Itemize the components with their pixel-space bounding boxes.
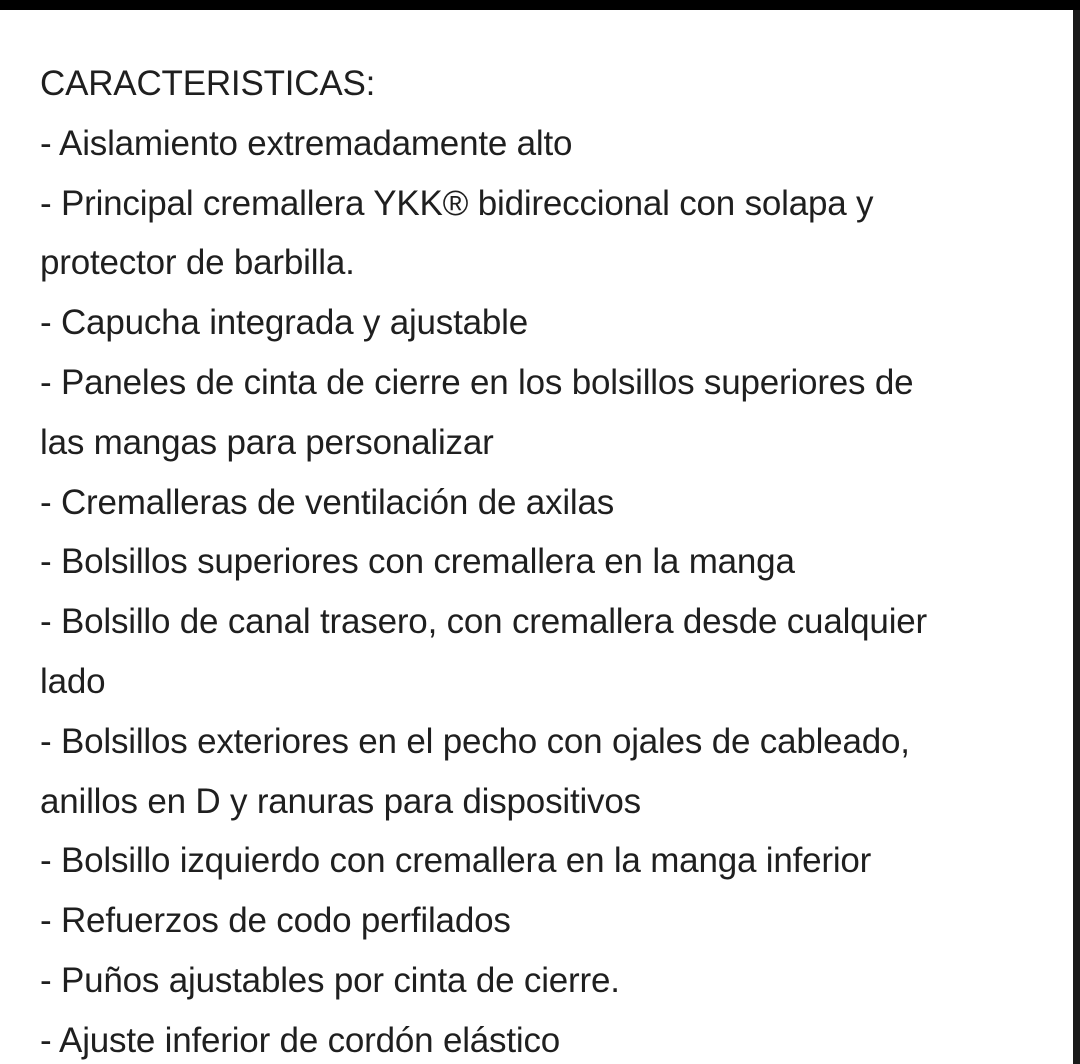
feature-line: las mangas para personalizar	[40, 422, 494, 462]
right-edge	[1073, 10, 1080, 1064]
feature-line: - Cremalleras de ventilación de axilas	[40, 482, 615, 522]
feature-line: - Bolsillos superiores con cremallera en la manga	[40, 542, 795, 582]
feature-line: - Bolsillos exteriores en el pecho con ojales de cableado,	[40, 721, 910, 761]
feature-line: - Refuerzos de codo perfilados	[40, 901, 511, 941]
feature-line: - Bolsillo de canal trasero, con cremallera desde cualquier	[40, 602, 927, 642]
feature-line: - Puños ajustables por cinta de cierre.	[40, 960, 620, 1000]
feature-line: - Paneles de cinta de cierre en los bolsillos superiores de	[40, 362, 914, 402]
text-panel	[0, 10, 1073, 1064]
feature-line: anillos en D y ranuras para dispositivos	[40, 781, 641, 821]
feature-line: - Capucha integrada y ajustable	[40, 303, 529, 343]
feature-line: - Principal cremallera YKK® bidireccional con solapa y	[40, 183, 874, 223]
feature-line: lado	[40, 661, 106, 701]
feature-line: protector de barbilla.	[40, 243, 355, 283]
feature-line: - Bolsillo izquierdo con cremallera en la manga inferior	[40, 841, 872, 881]
features-list	[40, 54, 1065, 1064]
feature-line: - Ajuste inferior de cordón elástico	[40, 1020, 561, 1060]
top-bar	[0, 0, 1080, 10]
features-heading: CARACTERISTICAS:	[40, 64, 376, 103]
feature-line: - Aislamiento extremadamente alto	[40, 123, 573, 163]
